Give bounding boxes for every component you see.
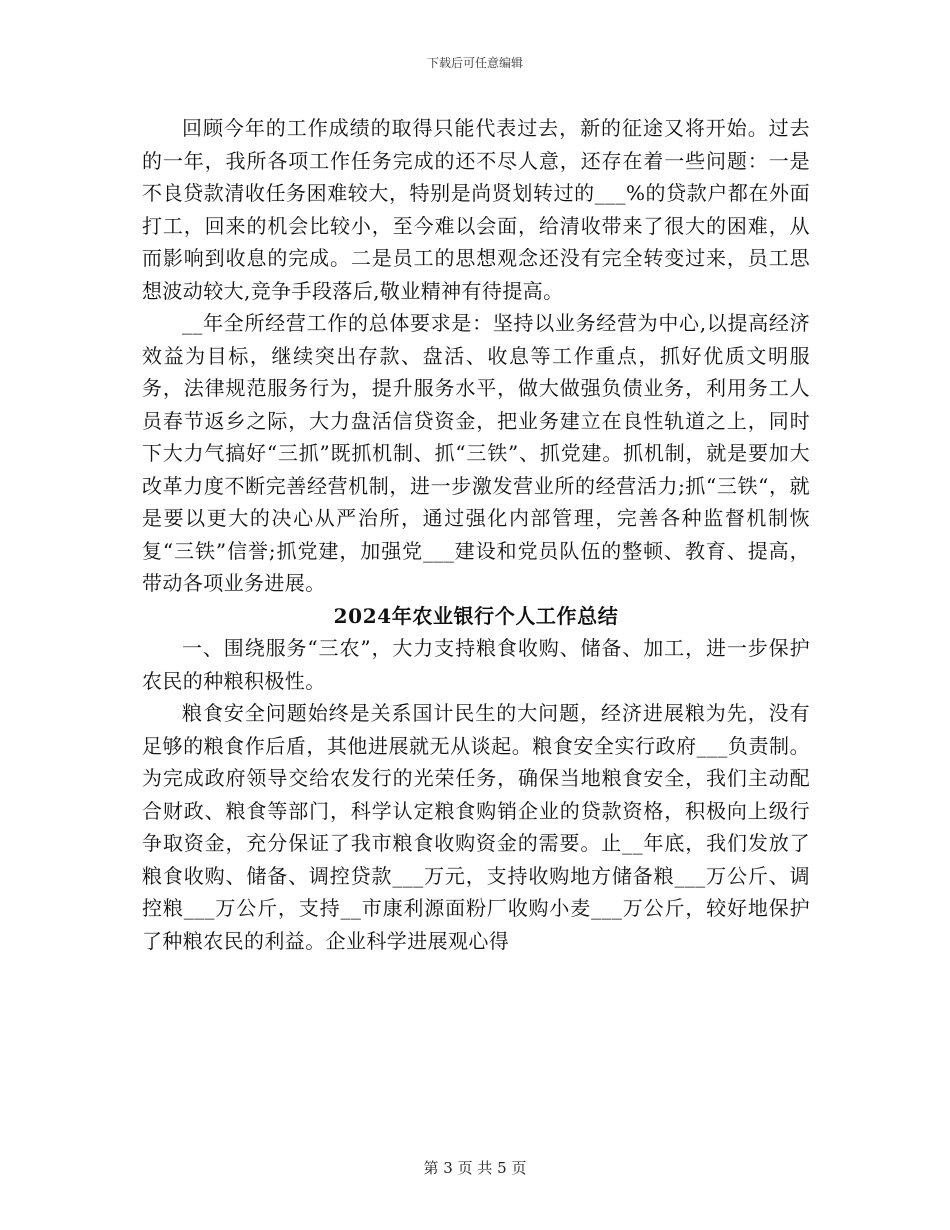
paragraph-review: 回顾今年的工作成绩的取得只能代表过去，新的征途又将开始。过去的一年，我所各项工作任务完成的还不尽人意，还存在着一些问题：一是不良贷款清收任务困难较大，特别是尚贤划转过的___%的贷款户都在外面打工，回来的机会比较小，至今难以会面，给清收带来了很大的困难，从而影响到收息的完成。二是员工的思想观念还没有完全转变过来，员工思想波动较大,竞争手段落后,敬业精神有待提高。: [142, 116, 810, 303]
section-title: 2024年农业银行个人工作总结: [333, 603, 619, 628]
page-header: 下载后可任意编辑: [426, 56, 523, 70]
paragraph-requirements: __年全所经营工作的总体要求是：坚持以业务经营为中心,以提高经济效益为目标，继续突出存款、盘活、收息等工作重点，抓好优质文明服务，法律规范服务行为，提升服务水平，做大做强负债业务，利用务工人员春节返乡之际，大力盘活信贷资金，把业务建立在良性轨道之上，同时下大力气搞好“三抓”既抓机制、抓“三铁”、抓党建。抓机制，就是要加大改革力度不断完善经营机制，进一步激发营业所的经营活力;抓“三铁“，就是要以更大的决心从严治所，通过强化内部管理，完善各种监督机制恢复“三铁”信誉;抓党建，加强党___建设和党员队伍的整顿、教育、提高，带动各项业务进展。: [142, 311, 810, 595]
paragraph-food-security: 粮食安全问题始终是关系国计民生的大问题，经济进展粮为先，没有足够的粮食作后盾，其他进展就无从谈起。粮食安全实行政府___负责制。为完成政府领导交给农发行的光荣任务，确保当地粮食安全，我们主动配合财政、粮食等部门，科学认定粮食购销企业的贷款资格，积极向上级行争取资金，充分保证了我市粮食收购资金的需要。止__年底，我们发放了粮食收购、储备、调控贷款___万元，支持收购地方储备粮___万公斤、调控粮___万公斤，支持__市康利源面粉厂收购小麦___万公斤，较好地保护了种粮农民的利益。企业科学进展观心得: [142, 701, 810, 953]
document-body: [142, 112, 810, 957]
paragraph-serve-agriculture: 一、围绕服务“三农”，大力支持粮食收购、储备、加工，进一步保护农民的种粮积极性。: [142, 636, 810, 693]
page-footer: 第 3 页 共 5 页: [423, 1159, 527, 1177]
